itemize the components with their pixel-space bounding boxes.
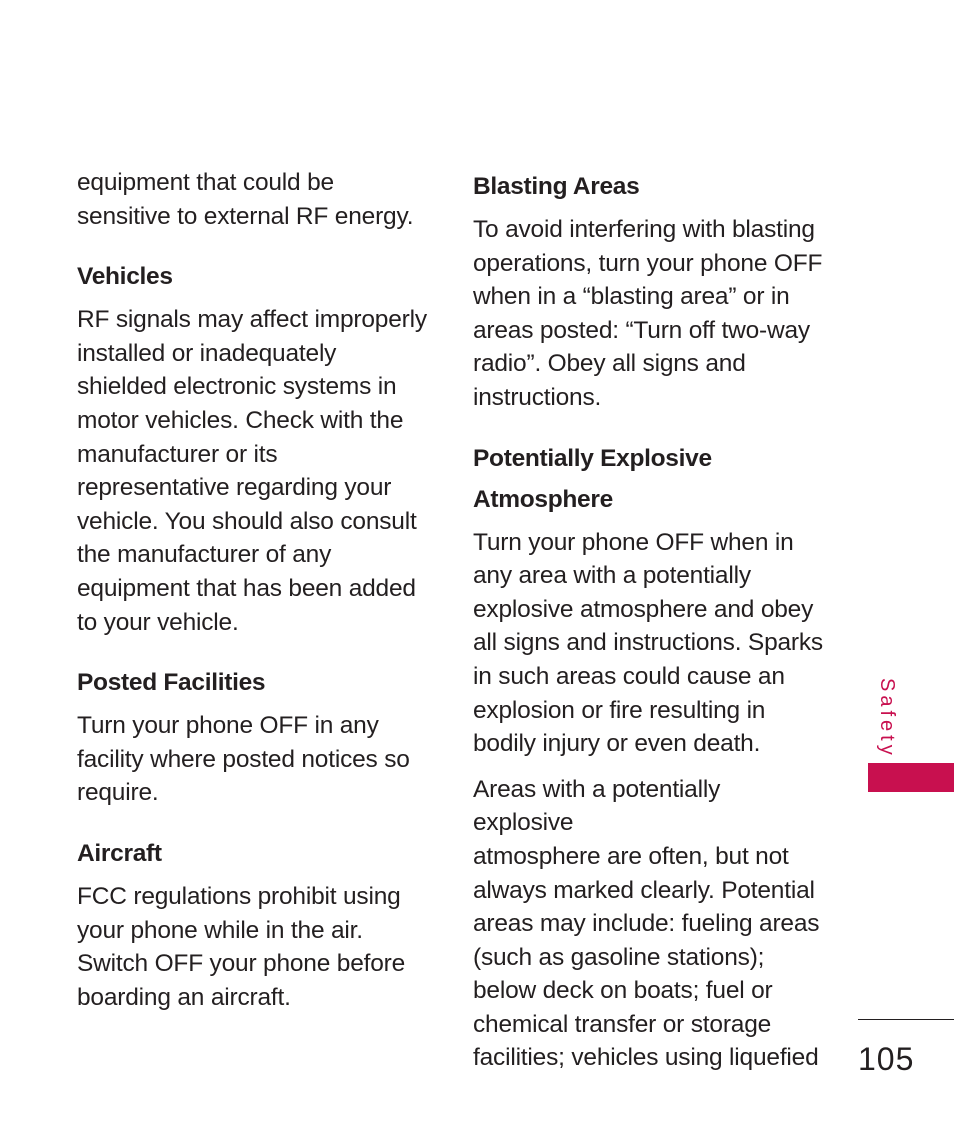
posted-facilities-paragraph: Turn your phone OFF in any facility where posted notices so require. bbox=[77, 712, 410, 807]
aircraft-paragraph: FCC regulations prohibit using your phone while in the air. Switch OFF your phone before boarding an aircraft. bbox=[77, 882, 406, 1011]
intro-paragraph: equipment that could be sensitive to external RF energy. bbox=[77, 169, 414, 230]
vehicles-heading: Vehicles bbox=[77, 263, 173, 291]
aircraft-heading: Aircraft bbox=[77, 839, 162, 867]
section-tab-label: Safety bbox=[876, 678, 898, 759]
left-column bbox=[77, 166, 427, 1014]
right-column bbox=[473, 166, 823, 1075]
vehicles-paragraph: RF signals may affect improperly installed or inadequately shielded electronic systems in motor vehicles. Check with the manufacturer or its representative regarding your vehicle. You should also consult the manufacturer of any equipment that has been added to your vehicle. bbox=[77, 306, 427, 636]
page-number-divider bbox=[858, 1019, 954, 1020]
blasting-areas-heading: Blasting Areas bbox=[473, 173, 640, 200]
posted-facilities-heading: Posted Facilities bbox=[77, 669, 266, 697]
section-tab-marker bbox=[868, 763, 954, 792]
explosive-atmosphere-paragraph-2: Areas with a potentially explosive atmosphere are often, but not always marked clearly. Potential areas may include: fueling areas (such as gasoline stations); below deck on boats; fuel or chemical transfer or storage facilities; vehicles using liquefied bbox=[473, 775, 820, 1072]
blasting-areas-paragraph: To avoid interfering with blasting operations, turn your phone OFF when in a “blasting area” or in areas posted: “Turn off two-way radio”. Obey all signs and instructions. bbox=[473, 216, 823, 411]
explosive-atmosphere-heading: Potentially Explosive Atmosphere bbox=[473, 444, 712, 513]
page-number: 105 bbox=[858, 1041, 915, 1077]
explosive-atmosphere-paragraph-1: Turn your phone OFF when in any area with a potentially explosive atmosphere and obey all signs and instructions. Sparks in such areas could cause an explosion or fire resulting in bodily injury or even death. bbox=[473, 528, 823, 758]
